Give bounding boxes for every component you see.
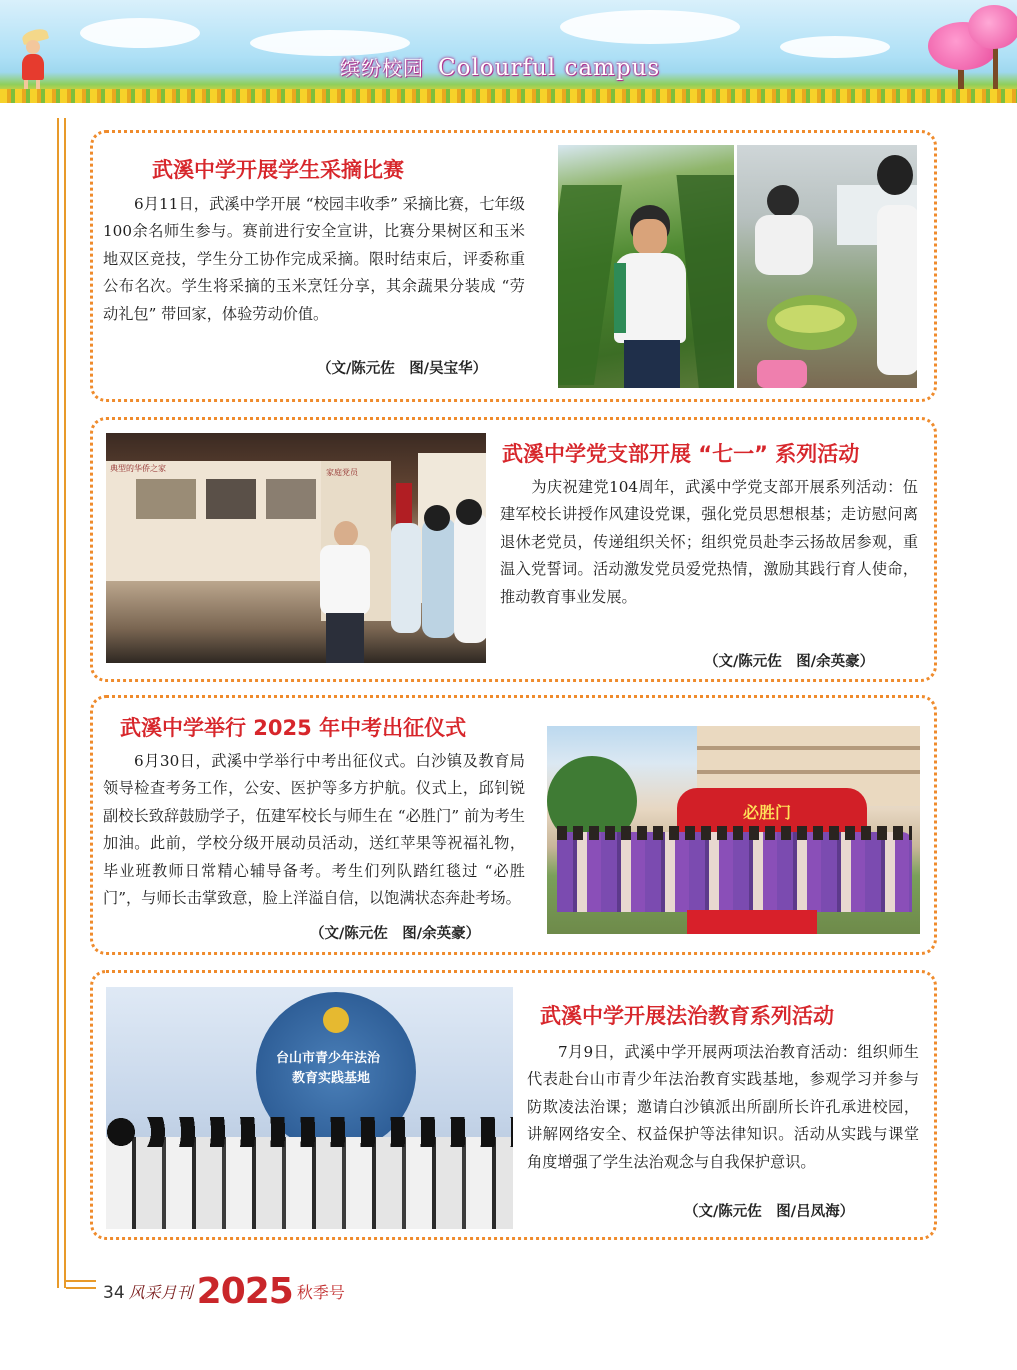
base-sign-line-1: 台山市青少年法治	[276, 1051, 381, 1066]
page-number: 34	[103, 1283, 125, 1303]
article-4-body	[527, 1039, 919, 1176]
article-4-title: 武溪中学开展法治教育系列活动	[540, 1004, 834, 1028]
article-4-body-text: 7月9日，武溪中学开展两项法治教育活动：组织师生代表赴台山市青少年法治教育实践基地，参观学习并参与防欺凌法治课；邀请白沙镇派出所副所长许孔承进校园，讲解网络安全、权益保护等法律知识。活动从实践与课堂角度增强了学生法治观念与自我保护意识。	[527, 1043, 919, 1171]
header-banner	[0, 0, 1017, 103]
page-frame-line	[57, 118, 66, 1288]
photo-law-education	[106, 987, 513, 1229]
article-3-title: 武溪中学举行 2025 年中考出征仪式	[120, 716, 467, 740]
girl-figure-icon	[12, 30, 52, 90]
section-title-cn: 缤纷校园	[340, 56, 424, 80]
article-2-credit: （文/陈元佐 图/余英豪）	[704, 654, 875, 670]
article-1-credit: （文/陈元佐 图/吴宝华）	[317, 361, 488, 377]
museum-sign-1: 典型的华侨之家	[110, 464, 166, 473]
article-1-title: 武溪中学开展学生采摘比赛	[152, 158, 404, 182]
emblem-icon	[323, 1007, 349, 1033]
article-1-body-text: 6月11日，武溪中学开展 “校园丰收季” 采摘比赛，七年级100余名师生参与。赛前进行安全宣讲，比赛分果树区和玉米地双区竞技，学生分工协作完成采摘。限时结束后，评委称重公布名次。学生将采摘的玉米烹饪分享，其余蔬果分装成 “劳动礼包” 带回家，体验劳动价值。	[103, 195, 525, 323]
photo-corn-harvest-right	[737, 145, 917, 388]
pink-tree-icon-2	[968, 5, 1017, 49]
article-4-credit: （文/陈元佐 图/吕凤海）	[684, 1204, 855, 1220]
victory-gate-sign: 必胜门	[743, 803, 792, 822]
flower-strip	[0, 89, 1017, 103]
magazine-name: 风采月刊	[128, 1283, 193, 1302]
issue-season: 秋季号	[296, 1283, 345, 1302]
base-sign-line-2: 教育实践基地	[292, 1071, 371, 1086]
article-2-title: 武溪中学党支部开展 “七一” 系列活动	[502, 442, 860, 466]
photo-party-museum	[106, 433, 486, 663]
section-title	[340, 52, 660, 81]
museum-sign-2: 家庭党员	[326, 468, 358, 477]
article-2-body	[500, 474, 918, 611]
article-3-body	[103, 748, 525, 912]
article-2-body-text: 为庆祝建党104周年，武溪中学党支部开展系列活动：伍建军校长讲授作风建设党课，强化党员思想根基；走访慰问离退休老党员，传递组织关怀；组织党员赴李云扬故居参观，重温入党誓词。活动激发党员爱党热情，激励其践行育人使命，推动教育事业发展。	[500, 478, 918, 606]
photo-exam-ceremony	[547, 726, 920, 934]
article-1-body	[103, 191, 525, 328]
article-3-body-text: 6月30日，武溪中学举行中考出征仪式。白沙镇及教育局领导检查考务工作，公安、医护等多方护航。仪式上，邱钊锐副校长致辞鼓励学子，伍建军校长与师生在 “必胜门” 前为考生加油。此前，学校分级开展动员活动，送红苹果等祝福礼物，毕业班教师日常精心辅导备考。考生们列队踏红毯过 “必胜门”，与师长击掌致意，脸上洋溢自信，以饱满状态奔赴考场。	[103, 752, 525, 908]
page-footer	[103, 1266, 345, 1312]
section-title-en: Colourful campus	[438, 55, 661, 81]
article-3-credit: （文/陈元佐 图/余英豪）	[310, 926, 481, 942]
photo-corn-harvest-left	[558, 145, 734, 388]
page-frame-corner	[66, 1280, 96, 1289]
issue-year: 2025	[196, 1271, 293, 1312]
